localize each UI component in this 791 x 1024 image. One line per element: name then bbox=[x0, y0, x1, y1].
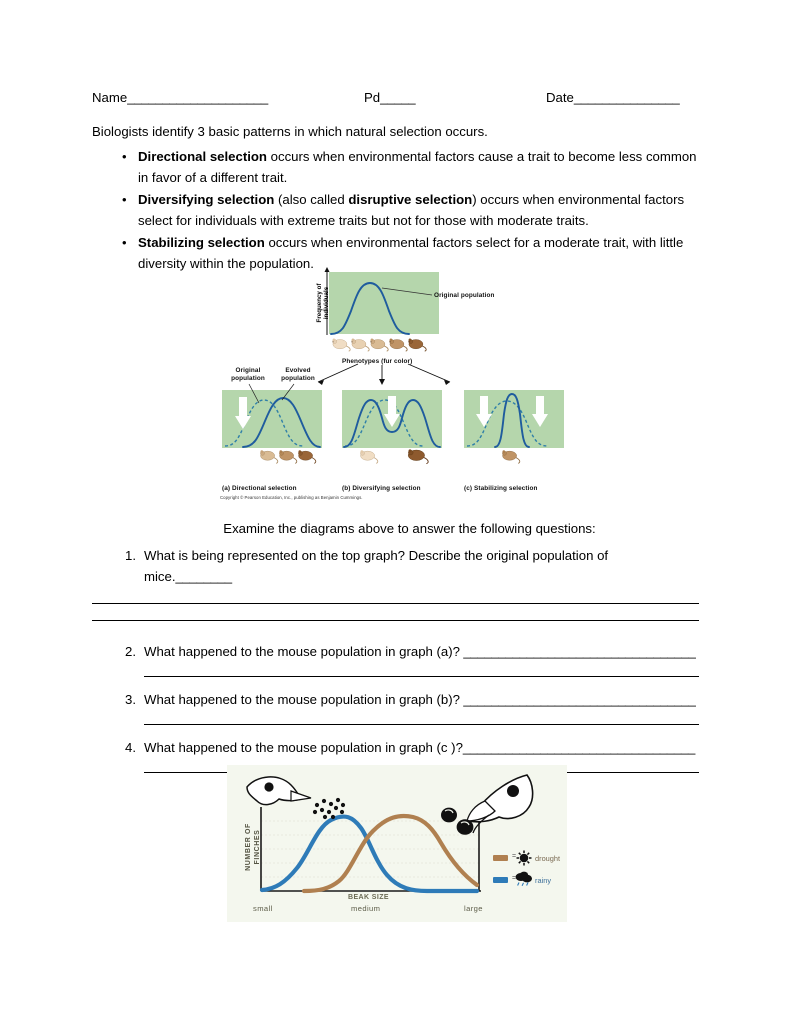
answer-blank[interactable]: _________________________________ bbox=[462, 740, 696, 755]
period-blank: _____ bbox=[380, 90, 416, 105]
legend-label-drought: drought bbox=[535, 854, 561, 863]
legend-equals-rainy: = bbox=[512, 875, 517, 882]
period-field[interactable] bbox=[364, 88, 546, 108]
period-label: Pd bbox=[364, 90, 381, 105]
panel-c-stabilizing bbox=[464, 390, 564, 463]
question-item-1 bbox=[125, 545, 699, 621]
name-blank: ____________________ bbox=[127, 90, 268, 105]
name-field[interactable] bbox=[92, 88, 364, 108]
x-tick-medium: medium bbox=[351, 904, 381, 913]
answer-blank[interactable]: _________________________________ bbox=[460, 644, 696, 659]
questions-section bbox=[92, 518, 699, 773]
question-number: 4. bbox=[125, 740, 136, 755]
term-stabilizing-selection: Stabilizing selection bbox=[138, 235, 265, 250]
student-info-row bbox=[92, 88, 699, 108]
term-disruptive-selection: disruptive selection bbox=[348, 192, 473, 207]
top-graph-x-axis-label: Phenotypes (fur color) bbox=[342, 358, 413, 365]
question-text: What is being represented on the top graph? Describe the original population of mice. bbox=[144, 548, 609, 584]
question-item-3 bbox=[125, 689, 699, 725]
caption-panel-c: (c) Stabilizing selection bbox=[464, 485, 538, 492]
bullet-icon: • bbox=[122, 192, 127, 207]
question-text: What happened to the mouse population in graph (c )? bbox=[144, 740, 463, 755]
questions-list bbox=[92, 545, 699, 773]
questions-intro: Examine the diagrams above to answer the following questions: bbox=[223, 521, 596, 536]
branch-arrows bbox=[318, 364, 450, 385]
question-number: 3. bbox=[125, 692, 136, 707]
term-diversifying-selection: Diversifying selection bbox=[138, 192, 275, 207]
finch-y-axis-text: NUMBER OF FINCHES bbox=[245, 823, 261, 871]
top-original-population-curve bbox=[331, 283, 409, 334]
term-directional-selection: Directional selection bbox=[138, 149, 267, 164]
panel-a-evolved-population-label: Evolved population bbox=[281, 367, 315, 382]
question-text: What happened to the mouse population in graph (b)? bbox=[144, 692, 460, 707]
bullet-icon: • bbox=[122, 235, 127, 250]
phenotype-mice-row bbox=[333, 339, 427, 352]
bullet-icon: • bbox=[122, 149, 127, 164]
intro-paragraph: Biologists identify 3 basic patterns in which natural selection occurs. bbox=[92, 124, 488, 139]
legend-swatch-rainy bbox=[493, 877, 508, 883]
finch-chart-vector-layer bbox=[227, 765, 567, 922]
natural-selection-diagram bbox=[218, 266, 598, 506]
name-label: Name bbox=[92, 90, 128, 105]
answer-line[interactable] bbox=[92, 620, 699, 621]
text-directional-selection: occurs when environmental factors cause a trait to become less common in favor of a different trait. bbox=[138, 149, 697, 185]
panel-b-diversifying bbox=[342, 390, 442, 464]
document-body bbox=[92, 88, 699, 276]
answer-line[interactable] bbox=[144, 676, 699, 677]
copyright-notice: Copyright © Pearson Education, Inc., publishing as Benjamin Cummings. bbox=[220, 495, 363, 500]
top-graph-y-axis-label: Frequency of individuals bbox=[316, 283, 331, 323]
selection-types-list bbox=[92, 147, 699, 274]
date-label: Date bbox=[546, 90, 574, 105]
text-diversifying-mid: (also called bbox=[274, 192, 349, 207]
answer-line[interactable] bbox=[92, 603, 699, 604]
legend-equals-drought: = bbox=[512, 853, 517, 860]
legend-swatch-drought bbox=[493, 855, 508, 861]
list-item-directional bbox=[122, 147, 699, 188]
question-number: 2. bbox=[125, 644, 136, 659]
x-tick-large: large bbox=[464, 904, 483, 913]
text-diversifying-selection: ) occurs when environmental factors select for individuals with extreme traits but not for those with moderate traits. bbox=[138, 192, 685, 228]
question-text: What happened to the mouse population in graph (a)? bbox=[144, 644, 460, 659]
question-number: 1. bbox=[125, 548, 136, 563]
panel-a-directional bbox=[222, 384, 322, 463]
legend-label-rainy: rainy bbox=[535, 876, 552, 885]
caption-panel-a: (a) Directional selection bbox=[222, 485, 297, 492]
original-population-leader-line bbox=[382, 288, 432, 295]
date-blank: _______________ bbox=[573, 90, 680, 105]
text-stabilizing-selection: occurs when environmental factors select for a moderate trait, with little diversity within the population. bbox=[138, 235, 684, 271]
panel-a-original-population-label: Original population bbox=[231, 367, 265, 382]
list-item-diversifying bbox=[122, 190, 699, 231]
finch-y-axis-label bbox=[245, 807, 262, 887]
diagram-vector-layer bbox=[218, 266, 598, 506]
question-item-2 bbox=[125, 641, 699, 677]
date-field[interactable] bbox=[546, 88, 679, 108]
answer-blank[interactable]: _________________________________ bbox=[460, 692, 696, 707]
x-tick-small: small bbox=[253, 904, 273, 913]
answer-line[interactable] bbox=[144, 724, 699, 725]
caption-panel-b: (b) Diversifying selection bbox=[342, 485, 421, 492]
finch-beak-size-chart bbox=[227, 765, 567, 922]
answer-blank[interactable]: ________ bbox=[175, 569, 232, 584]
original-population-label: Original population bbox=[434, 292, 495, 299]
finch-x-axis-label: BEAK SIZE bbox=[348, 894, 389, 901]
